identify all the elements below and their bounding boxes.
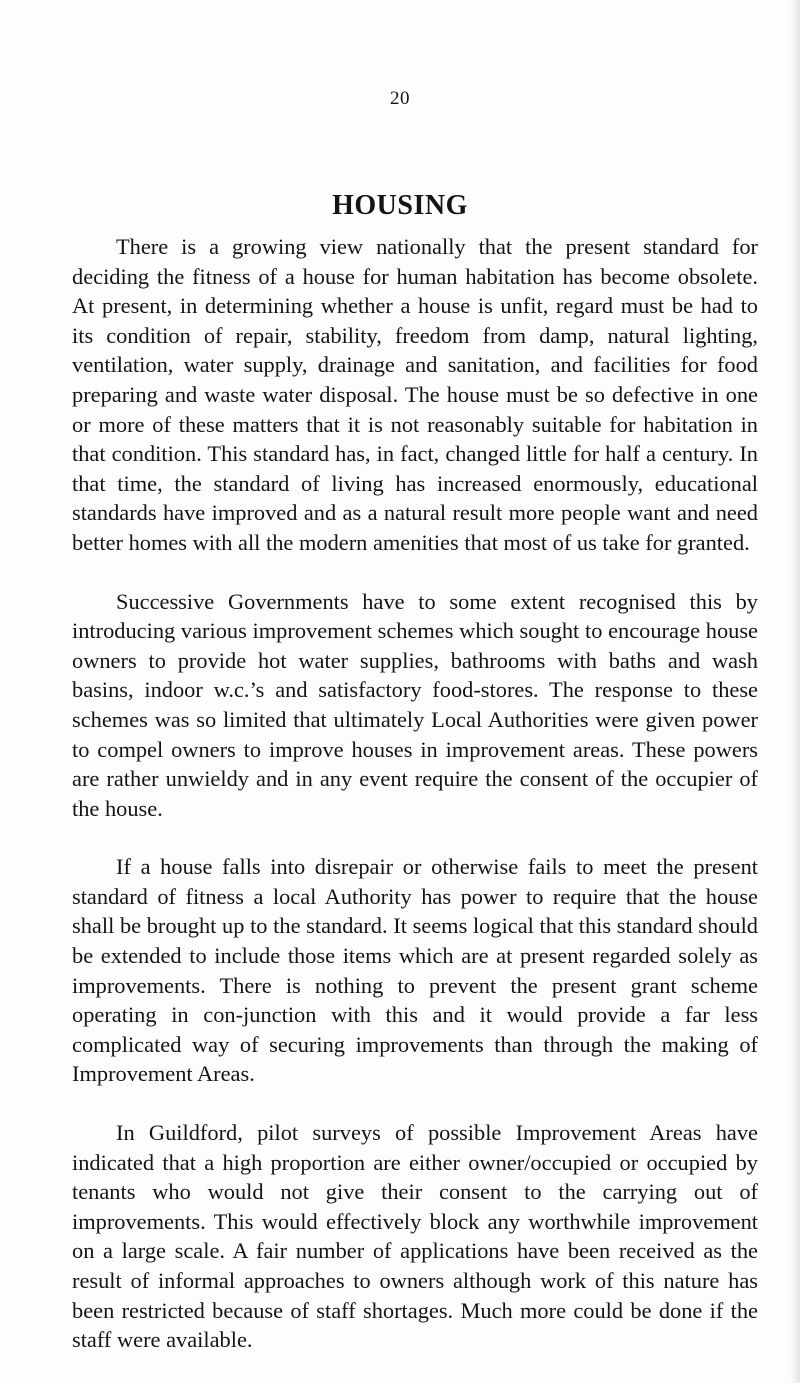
paragraph-3: If a house falls into disrepair or otherwise fails to meet the present standard of fitness a local Authority has power to require that the house shall be brought up to the standard. It seems logical that this standard should be extended to include those items which are at present regarded solely as improvements. There is nothing to prevent the present grant scheme operating in con-junction with this and it would provide a far less complicated way of securing improvements than through the making of Improvement Areas. — [72, 854, 758, 1087]
page-title: HOUSING — [332, 190, 468, 221]
paragraph-4: In Guildford, pilot surveys of possible Improvement Areas have indicated that a high proportion are either owner/occupied or occupied by tenants who would not give their consent to the carrying out of improvements. This would effectively block any worthwhile improvement on a large scale. A fair number of applications have been received as the result of informal approaches to owners although work of this nature has been restricted because of staff shortages. Much more could be done if the staff were available. — [72, 1120, 758, 1353]
page-number: 20 — [390, 88, 410, 109]
body-text — [72, 232, 758, 1384]
paragraph-1: There is a growing view nationally that the present standard for deciding the fitness of a house for human habitation has become obsolete. At present, in determining whether a house is unfit, regard must be had to its condition of repair, stability, freedom from damp, natural lighting, ventilation, water supply, drainage and sanitation, and facilities for food preparing and waste water disposal. The house must be so defective in one or more of these matters that it is not reasonably suitable for habitation in that condition. This standard has, in fact, changed little for half a century. In that time, the standard of living has increased enormously, educational standards have improved and as a natural result more people want and need better homes with all the modern amenities that most of us take for granted. — [72, 234, 758, 555]
page-edge-shadow — [790, 0, 800, 1383]
paragraph-2: Successive Governments have to some extent recognised this by introducing various improvement schemes which sought to encourage house owners to provide hot water supplies, bathrooms with baths and wash basins, indoor w.c.’s and satisfactory food-stores. The response to these schemes was so limited that ultimately Local Authorities were given power to compel owners to improve houses in improvement areas. These powers are rather unwieldy and in any event require the consent of the occupier of the house. — [72, 588, 758, 821]
